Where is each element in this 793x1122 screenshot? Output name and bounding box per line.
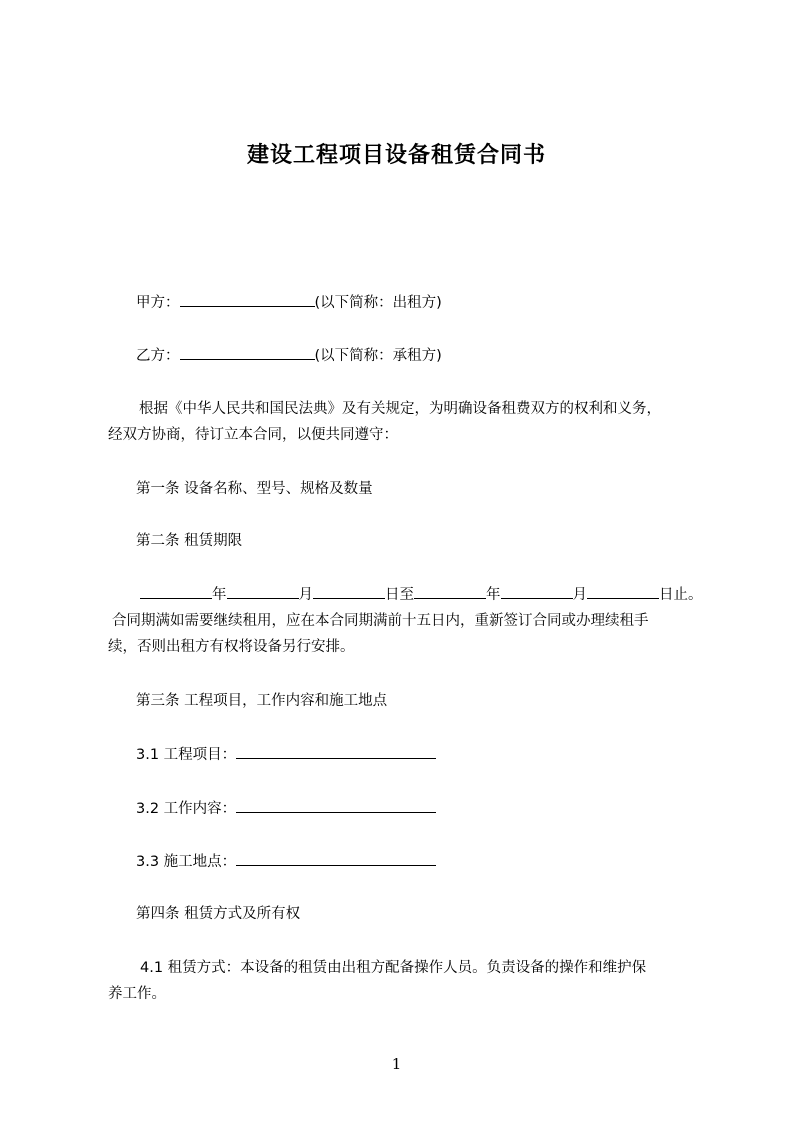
article-4-title: 租赁方式及所有权	[184, 906, 301, 922]
article-2-title: 租赁期限	[184, 533, 243, 549]
article-3-item	[136, 744, 436, 765]
item-label: 工作内容：	[163, 801, 237, 817]
party-b-suffix: (以下简称：承租方)	[314, 348, 442, 364]
party-a-blank	[180, 292, 315, 307]
article-2-text-line-3: 续，否则出租方有权将设备另行安排。	[108, 639, 355, 655]
item-label: 施工地点：	[163, 854, 237, 870]
end-day-label: 日止。	[659, 587, 703, 603]
item-blank	[236, 798, 436, 813]
party-a-suffix: (以下简称：出租方)	[314, 295, 442, 311]
item-text: 租赁方式：本设备的租赁由出租方配备操作人员。负责设备的操作和维护保	[167, 960, 647, 976]
article-3-number: 第三条	[136, 693, 180, 709]
end-month-label: 月	[572, 587, 587, 603]
article-4-heading	[136, 904, 300, 924]
start-year-label: 年	[212, 587, 227, 603]
article-3-title: 工程项目，工作内容和施工地点	[184, 693, 388, 709]
article-2-number: 第二条	[136, 533, 180, 549]
article-1-title: 设备名称、型号、规格及数量	[184, 481, 373, 497]
article-2-heading	[136, 531, 242, 551]
preamble-line-2: 经双方协商，待订立本合同，以便共同遵守：	[108, 427, 398, 443]
article-1-heading	[136, 479, 373, 499]
article-2-text-line-2: 合同期满如需要继续租用，应在本合同期满前十五日内，重新签订合同或办理续租手	[112, 613, 649, 629]
lease-period-line	[140, 584, 703, 605]
end-year-blank	[414, 584, 486, 599]
start-year-blank	[140, 584, 212, 599]
article-3-heading	[136, 691, 387, 711]
start-day-blank	[313, 584, 385, 599]
article-3-item	[136, 851, 436, 872]
preamble-line-1: 根据《中华人民共和国民法典》及有关规定，为明确设备租费双方的权利和义务，	[139, 401, 661, 417]
party-b-blank	[180, 345, 315, 360]
item-blank	[236, 744, 436, 759]
party-b-line	[136, 345, 442, 366]
start-month-label: 月	[298, 587, 313, 603]
party-b-label: 乙方：	[136, 348, 180, 364]
start-month-blank	[227, 584, 299, 599]
page-title: 建设工程项目设备租赁合同书	[246, 143, 546, 168]
article-3-item	[136, 798, 436, 819]
item-number: 3.1	[136, 747, 160, 763]
item-blank	[236, 851, 436, 866]
item-number: 3.2	[136, 801, 160, 817]
party-a-label: 甲方：	[136, 295, 180, 311]
article-4-item-line-2: 养工作。	[108, 986, 166, 1002]
article-4-item-line-1	[140, 958, 646, 978]
end-year-label: 年	[486, 587, 501, 603]
page-number: 1	[391, 1055, 402, 1073]
article-1-number: 第一条	[136, 481, 180, 497]
start-day-label: 日至	[385, 587, 414, 603]
item-number: 3.3	[136, 854, 160, 870]
article-4-number: 第四条	[136, 906, 180, 922]
party-a-line	[136, 292, 442, 313]
end-day-blank	[587, 584, 659, 599]
item-number: 4.1	[140, 960, 164, 976]
end-month-blank	[501, 584, 573, 599]
item-label: 工程项目：	[163, 747, 237, 763]
